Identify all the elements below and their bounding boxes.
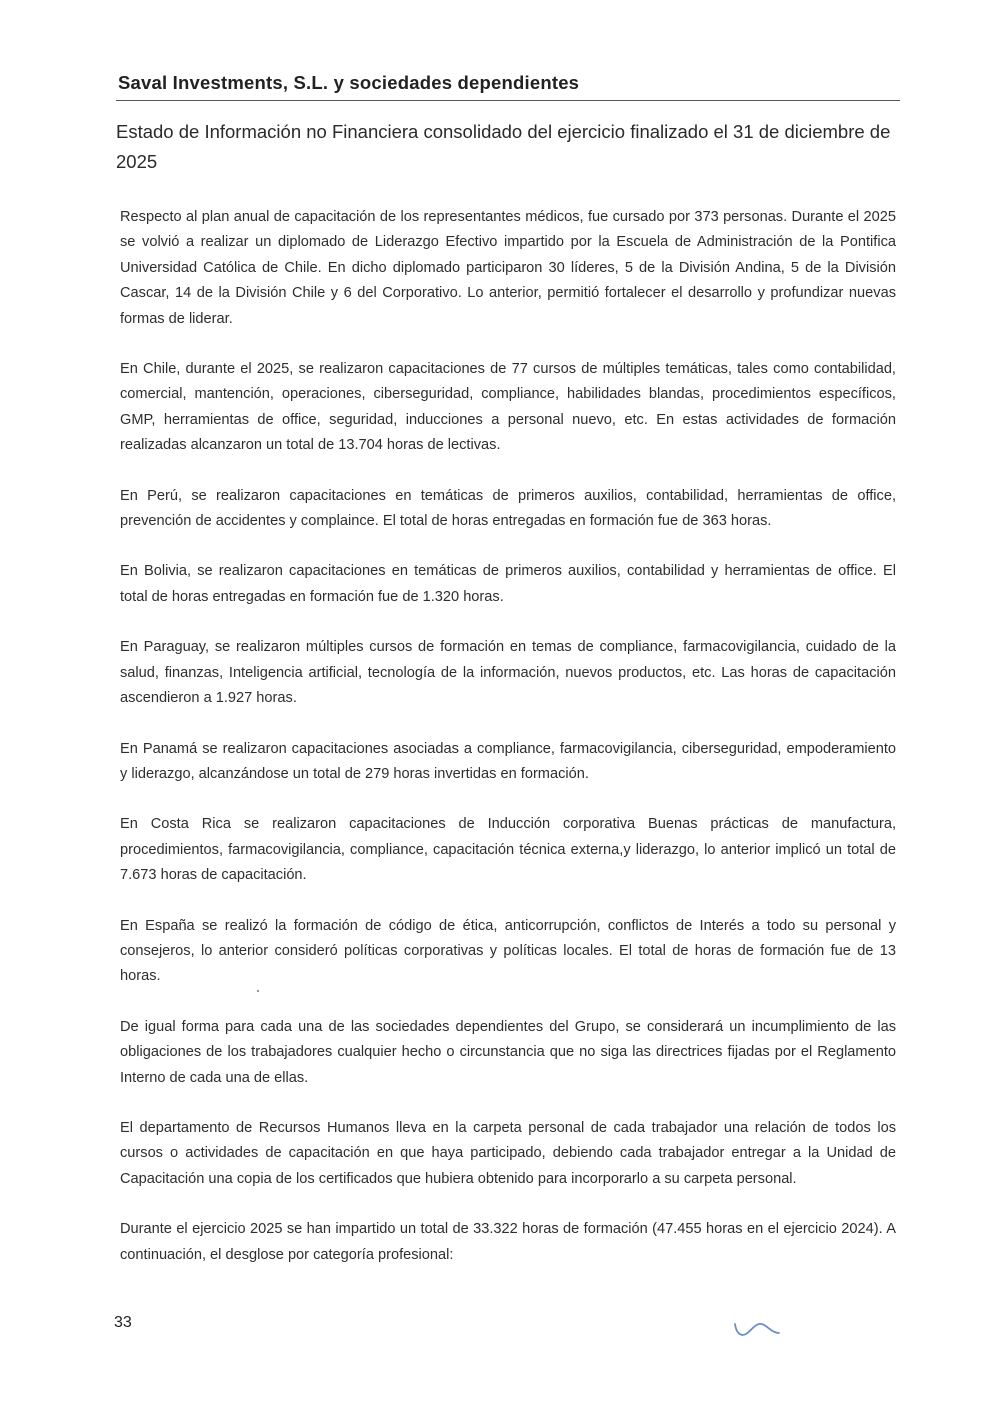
- stray-mark: [257, 990, 259, 992]
- paragraph-compliance: De igual forma para cada una de las sociedades dependientes del Grupo, se considerará un incumplimiento de las obligaciones de los trabajadores cualquier hecho o circunstancia que no siga las directrices fijadas por el Reglamento Interno de cada una de ellas.: [120, 1018, 896, 1086]
- report-title: Estado de Información no Financiera consolidado del ejercicio finalizado el 31 de diciembre de 2025: [116, 121, 891, 172]
- page-number: 33: [114, 1314, 132, 1331]
- handwritten-initial-mark: [732, 1318, 782, 1342]
- paragraph-costa-rica: En Costa Rica se realizaron capacitaciones de Inducción corporativa Buenas prácticas de manufactura, procedimientos, farmacovigilancia, compliance, capacitación técnica externa,y liderazgo, lo anterior implicó un total de 7.673 horas de capacitación.: [120, 816, 896, 884]
- paragraph-hr-records: El departamento de Recursos Humanos lleva en la carpeta personal de cada trabajador una relación de todos los cursos o actividades de capacitación en que haya participado, debiendo cada trabajador entregar a la Unidad de Capacitación una copia de los certificados que hubiera obtenido para incorporarlo a su carpeta personal.: [120, 1119, 896, 1187]
- document-body: [120, 205, 896, 1293]
- paragraph-chile: En Chile, durante el 2025, se realizaron capacitaciones de 77 cursos de múltiples temáticas, tales como contabilidad, comercial, mantención, operaciones, ciberseguridad, compliance, habilidades blandas, procedimientos específicos, GMP, herramientas de office, seguridad, inducciones a personal nuevo, etc. En estas actividades de formación realizadas alcanzaron un total de 13.704 horas de lectivas.: [120, 361, 896, 454]
- company-name: Saval Investments, S.L. y sociedades dependientes: [118, 72, 580, 93]
- paragraph-bolivia: En Bolivia, se realizaron capacitaciones en temáticas de primeros auxilios, contabilidad y herramientas de office. El total de horas entregadas en formación fue de 1.320 horas.: [120, 563, 896, 605]
- paragraph-spain: En España se realizó la formación de código de ética, anticorrupción, conflictos de Interés a todo su personal y consejeros, lo anterior consideró políticas corporativas y políticas locales. El total de horas de formación fue de 13 horas.: [120, 917, 896, 985]
- paragraph-training-plan: Respecto al plan anual de capacitación de los representantes médicos, fue cursado por 373 personas. Durante el 2025 se volvió a realizar un diplomado de Liderazgo Efectivo impartido por la Escuela de Administración de la Pontifica Universidad Católica de Chile. En dicho diplomado participaron 30 líderes, 5 de la División Andina, 5 de la División Cascar, 14 de la División Chile y 6 del Corporativo. Lo anterior, permitió fortalecer el desarrollo y profundizar nuevas formas de liderar.: [120, 209, 896, 327]
- paragraph-paraguay: En Paraguay, se realizaron múltiples cursos de formación en temas de compliance, farmacovigilancia, cuidado de la salud, finanzas, Inteligencia artificial, tecnología de la información, nuevos productos, etc. Las horas de capacitación ascendieron a 1.927 horas.: [120, 639, 896, 707]
- header-divider: [116, 100, 900, 101]
- paragraph-total-hours: Durante el ejercicio 2025 se han impartido un total de 33.322 horas de formación (47.455 horas en el ejercicio 2024). A continuación, el desglose por categoría profesional:: [120, 1221, 896, 1263]
- paragraph-panama: En Panamá se realizaron capacitaciones asociadas a compliance, farmacovigilancia, ciberseguridad, empoderamiento y liderazgo, alcanzándose un total de 279 horas invertidas en formación.: [120, 740, 896, 782]
- paragraph-peru: En Perú, se realizaron capacitaciones en temáticas de primeros auxilios, contabilidad, herramientas de office, prevención de accidentes y complaince. El total de horas entregadas en formación fue de 363 horas.: [120, 487, 896, 530]
